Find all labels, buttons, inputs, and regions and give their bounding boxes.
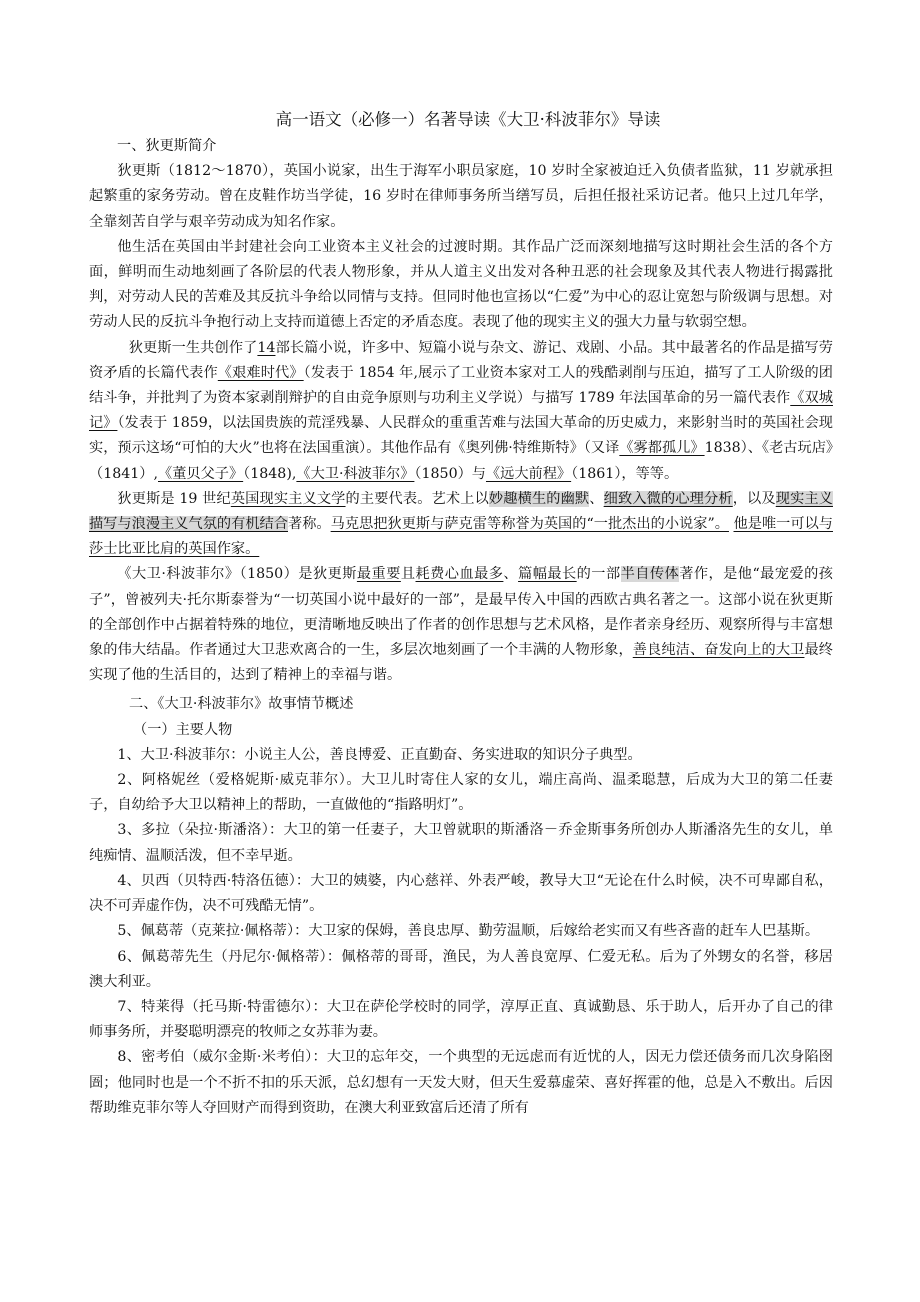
highlight-david-character: 善良纯洁、奋发向上的大卫 (632, 642, 805, 659)
works-text: （1848), (243, 465, 297, 482)
works-text: 1838）、《老古玩店》（1841）, (89, 440, 833, 482)
highlight-humor: 妙趣横生的幽默 (488, 490, 590, 507)
dc-text: 且 (400, 566, 416, 583)
character-entry: 3、多拉（朵拉·斯潘洛）：大卫的第一任妻子，大卫曾就职的斯潘洛－乔金斯事务所创办人斯潘洛先生的女儿，单纯痴情、温顺活泼，但不幸早逝。 (89, 822, 833, 864)
subsection-heading-main-characters: （一）主要人物 (133, 721, 233, 738)
work-title-david-copperfield: 《大卫·科波菲尔》 (296, 465, 415, 482)
highlight-realism-romanticism: 现实主义描写与浪漫主义气氛的有机结合 (89, 490, 833, 533)
highlight-realism: 英国现实主义文学 (230, 490, 346, 507)
style-text: 、 (589, 490, 604, 507)
works-text: （1850）与 (414, 465, 486, 482)
highlight-longest: 篇幅最长 (518, 566, 577, 583)
work-title-oliver-twist: 《雾都孤儿》 (619, 440, 705, 457)
highlight-most-effort: 耗费心血最多 (415, 566, 504, 583)
paragraph-historical-context: 他生活在英国由半封建社会向工业资本主义社会的过渡时期。其作品广泛而深刻地描写这时期社会生活的各个方面，鲜明而生动地刻画了各阶层的代表人物形象，并从人道主义出发对各种丑恶的社会现象及其代表人物进行揭露批判，对劳动人民的苦难及其反抗斗争给以同情与支持。但同时他也宣扬以“仁爱”为中心的忍让宽恕与阶级调与思想。对劳动人民的反抗斗争抱行动上支持而道德上否定的矛盾态度。表现了他的现实主义的强大力量与软弱空想。 (89, 238, 833, 331)
highlight-psychology: 细致入微的心理分析 (603, 490, 733, 507)
paragraph-biography: 狄更斯（1812～1870），英国小说家，出生于海军小职员家庭，10 岁时全家被迫迁入负债者监狱，11 岁就承担起繁重的家务劳动。曾在皮鞋作坊当学徒，16 岁时在律师事务所当缮写员，后担任报社采访记者。他只上过几年学，全靠刻苦自学与艰辛劳动成为知名作家。 (89, 163, 833, 230)
novel-count: 14 (257, 339, 276, 356)
style-text: 的主要代表。艺术上以 (345, 490, 489, 507)
quote-shakespeare: 他是唯一可以与莎士比亚比肩的英国作家。 (89, 516, 833, 558)
work-title-great-expectations: 《远大前程》 (485, 465, 572, 482)
work-title-hard-times: 《艰难时代》 (217, 364, 304, 381)
paragraph-david-copperfield (89, 562, 833, 688)
works-text: （1861），等等。 (571, 465, 679, 482)
works-text: （发表于 1854 年,展示了工业资本家对工人的残酷剥削与压迫，描写了工人阶级的团结斗争，并批判了为资本家剥削辩护的自由竞争原则与功利主义学说）与描写 1789 年法国革命的另一篇代表作 (89, 364, 833, 407)
page-title: 高一语文（必修一）名著导读《大卫·科波菲尔》导读 (275, 110, 661, 129)
character-entry: 5、佩葛蒂（克莱拉·佩格蒂）：大卫家的保姆，善良忠厚、勤劳温顺，后嫁给老实而又有些吝啬的赶车人巴基斯。 (117, 923, 820, 940)
style-text: 著称。 (288, 516, 331, 533)
character-entry: 2、阿格妮丝（爱格妮斯·威克菲尔）。大卫儿时寄住人家的女儿，端庄高尚、温柔聪慧，后成为大卫的第二任妻子，自幼给予大卫以精神上的帮助，一直做他的“指路明灯”。 (89, 772, 833, 814)
dc-text: 《大卫·科波菲尔》（1850）是狄更斯 (117, 566, 357, 583)
character-entry: 8、密考伯（威尔金斯·米考伯）：大卫的忘年交，一个典型的无远虑而有近忧的人，因无力偿还债务而几次身陷囹圄；他同时也是一个不折不扣的乐天派，总幻想有一天发大财，但天生爱慕虚荣、喜好挥霍的他，总是入不敷出。后因帮助维克菲尔等人夺回财产而得到资助，在澳大利亚致富后还清了所有 (89, 1049, 833, 1116)
dc-text: 著作，是他“最宠爱的孩子”，曾被列夫·托尔斯泰誉为“一切英国小说中最好的一部”，是最早传入中国的西欧古典名著之一。这部小说在狄更斯的全部创作中占据着特殊的地位，更清晰地反映出了作者的创作思想与艺术风格，是作者亲身经历、观察所得与丰富想象的伟大结晶。作者通过大卫悲欢离合的一生，多层次地刻画了一个丰满的人物形象， (89, 566, 833, 659)
dc-text: 、 (503, 566, 519, 583)
dc-text: 的一部 (576, 566, 621, 583)
character-entry: 6、佩葛蒂先生（丹尼尔·佩格蒂）：佩格蒂的哥哥，渔民，为人善良宽厚、仁爱无私。后为了外甥女的名誉，移居澳大利亚。 (89, 948, 833, 990)
character-entry: 7、特莱得（托马斯·特雷德尔）：大卫在萨伦学校时的同学，淳厚正直、真诚勤恳、乐于助人，后开办了自己的律师事务所，并娶聪明漂亮的牧师之女苏菲为妻。 (89, 998, 833, 1041)
work-title-tale-of-two-cities: 《双城记》 (89, 390, 833, 432)
character-entry: 1、大卫·科波菲尔：小说主人公，善良博爱、正直勤奋、务实进取的知识分子典型。 (117, 746, 642, 763)
character-entry: 4、贝西（贝特西·特洛伍德）：大卫的姨婆，内心慈祥、外表严峻，教导大卫“无论在什么时候，决不可卑鄙自私，决不可弄虚作伪，决不可残酷无情”。 (89, 872, 833, 915)
dc-text: 最终实现了他的生活目的，达到了精神上的幸福与谐。 (89, 642, 833, 684)
paragraph-art-style (89, 487, 833, 563)
work-title-dombey-and-son: 《董贝父子》 (158, 465, 244, 482)
quote-marx: 马克思把狄更斯与萨克雷等称誉为英国的“一批杰出的小说家”。 (330, 516, 729, 533)
section-heading-plot-summary: 二、《大卫·科波菲尔》故事情节概述 (129, 696, 354, 713)
works-text: 部长篇小说，许多中、短篇小说与杂文、游记、戏剧、小品。其中最著名的作品是描写劳资矛盾的长篇代表作 (89, 339, 833, 381)
works-text: 狄更斯一生共创作了 (128, 339, 258, 356)
section-heading-dickens-intro: 一、狄更斯简介 (117, 138, 217, 154)
document-body (89, 106, 833, 1121)
paragraph-works (89, 336, 833, 487)
highlight-semi-autobiography: 半自传体 (620, 566, 680, 583)
works-text: （发表于 1859，以法国贵族的荒淫残暴、人民群众的重重苦难与法国大革命的历史威力，来影射当时的英国社会现实，预示这场“可怕的大火”也将在法国重演）。其他作品有《奥列佛·特维斯特》（又译 (89, 415, 833, 457)
highlight-most-important: 最重要 (356, 566, 401, 583)
style-text: 狄更斯是 19 世纪 (117, 490, 231, 507)
style-text: ，以及 (732, 490, 776, 507)
